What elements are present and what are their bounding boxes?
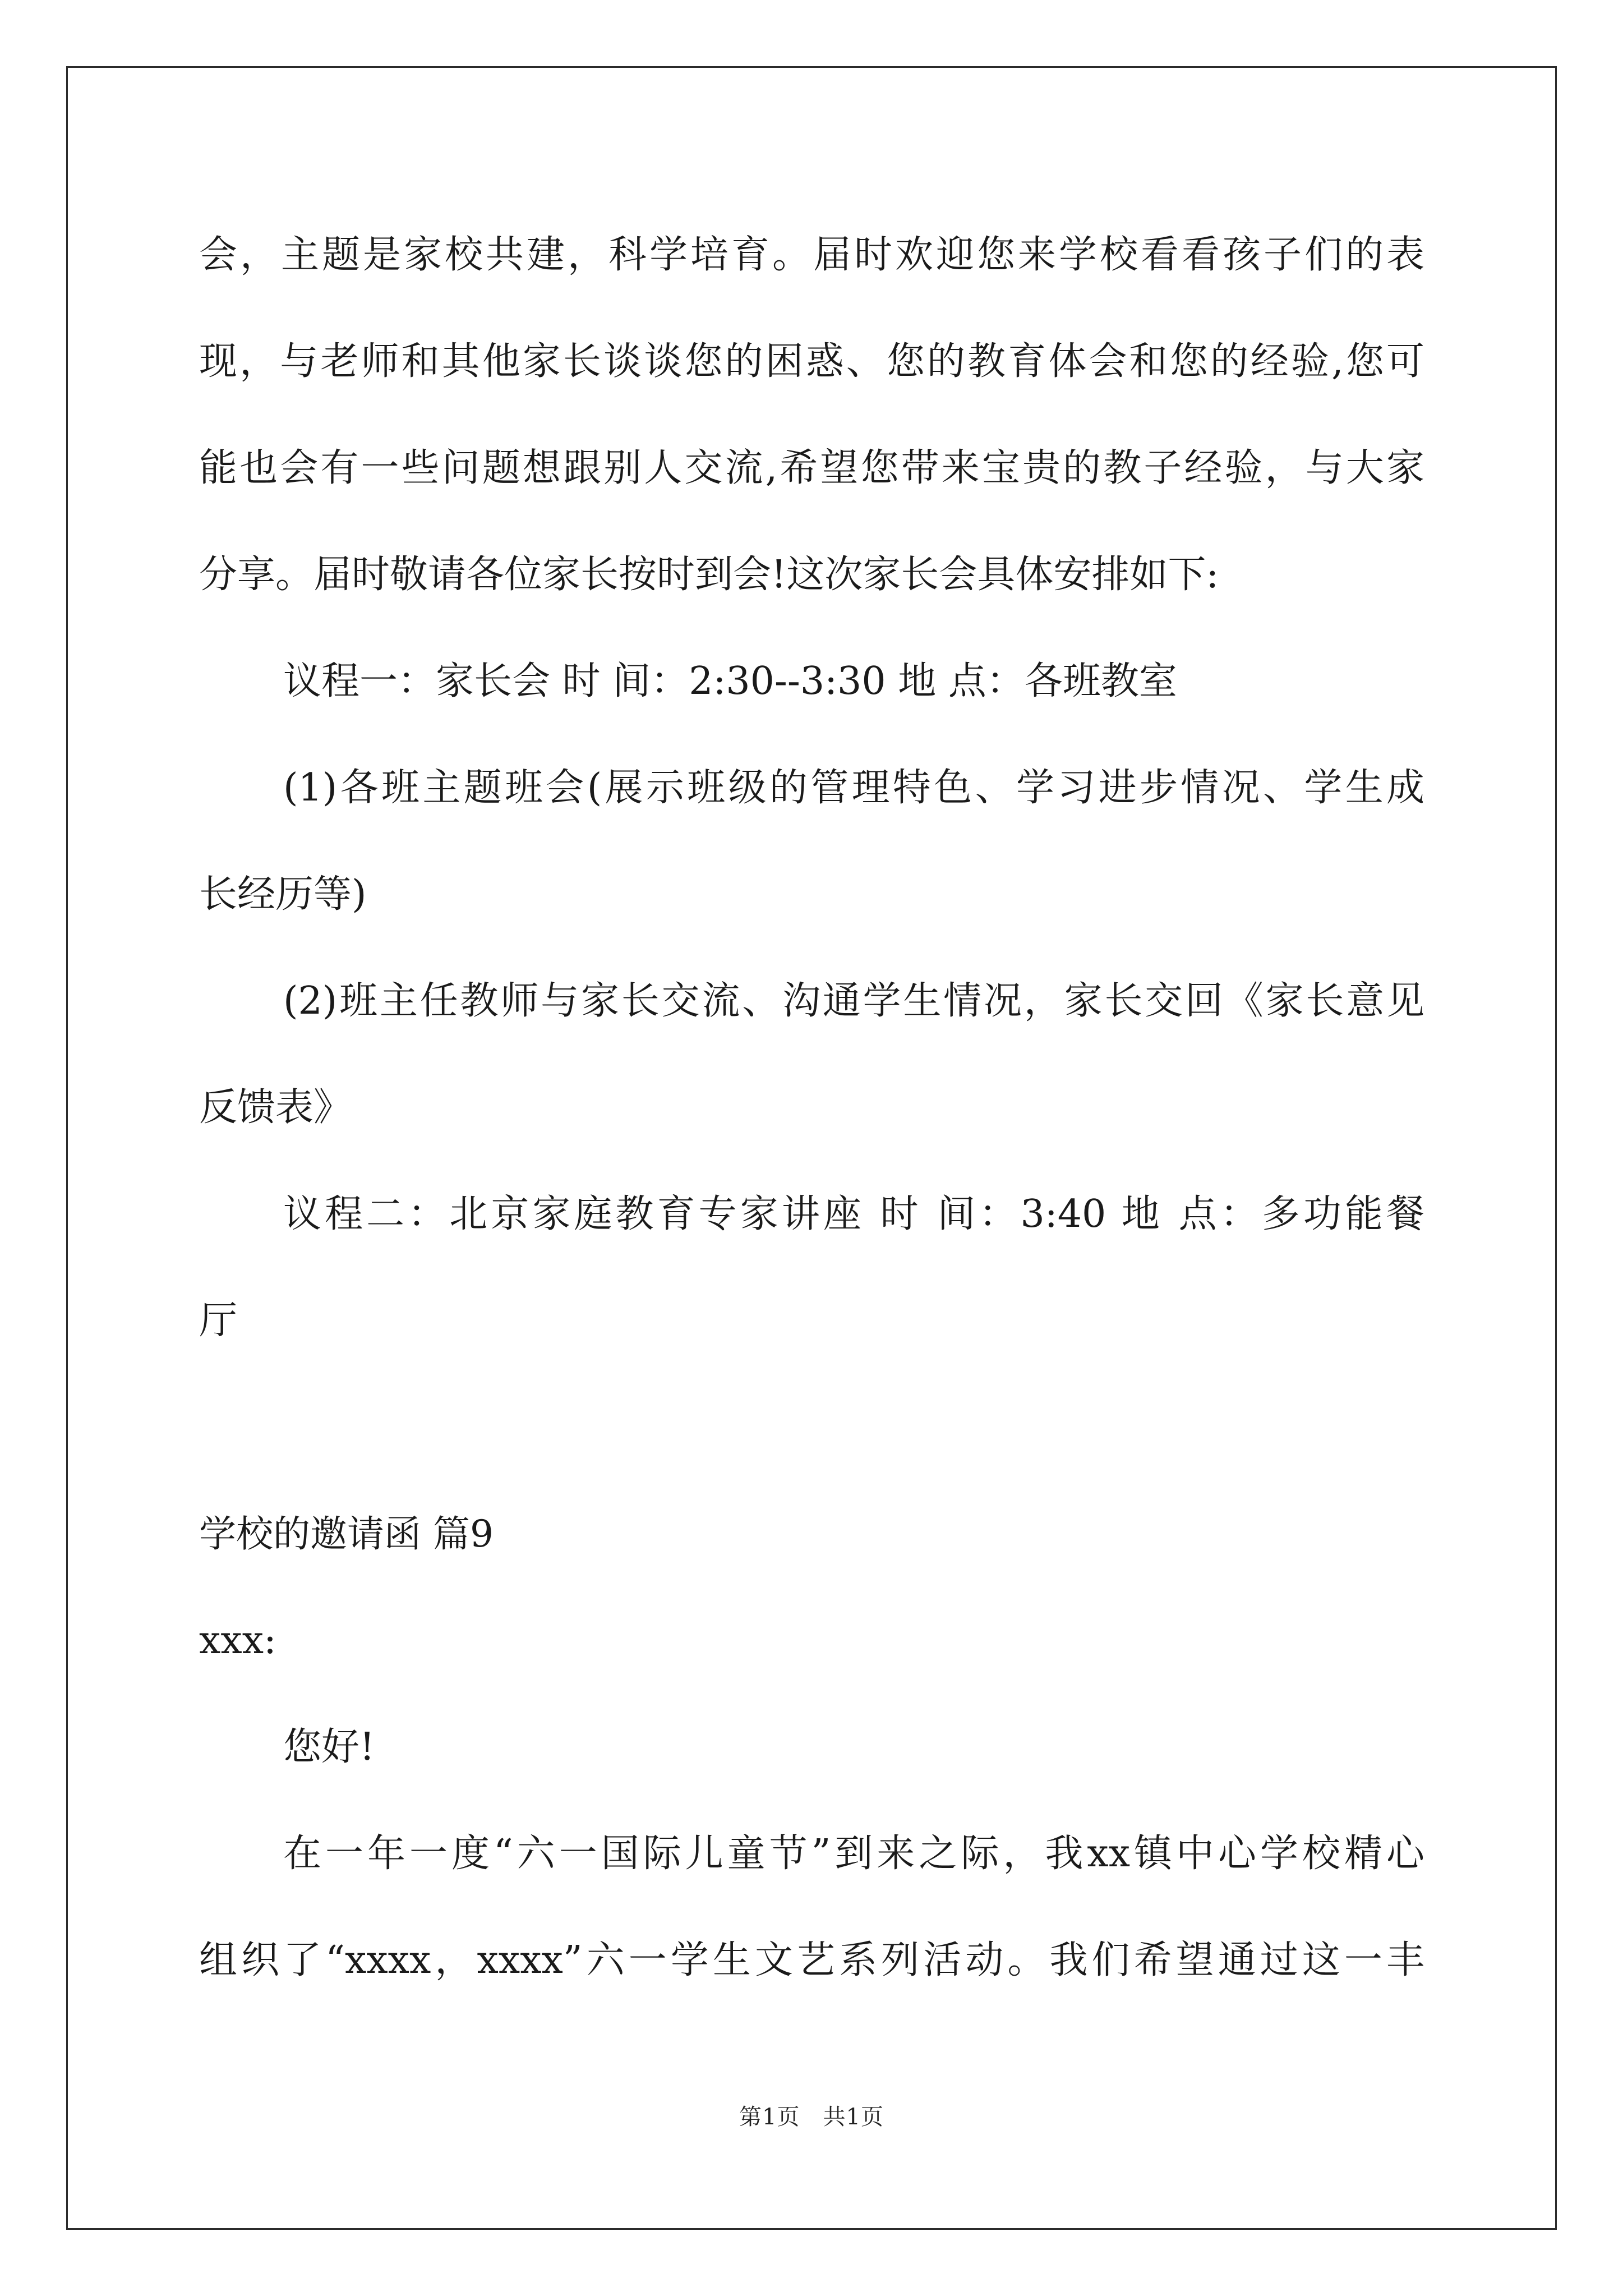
paragraph-line: 能也会有一些问题想跟别人交流,希望您带来宝贵的教子经验，与大家 xyxy=(199,446,1424,490)
paragraph-line: 在一年一度“六一国际儿童节”到来之际，我xx镇中心学校精心 xyxy=(283,1832,1424,1876)
salutation: xxx: xyxy=(199,1618,276,1663)
section-gap xyxy=(199,1374,1424,1481)
agenda-item-one: 议程一：家长会 时 间：2:30--3:30 地 点：各班教室 xyxy=(283,659,1177,703)
agenda-detail-1: (1)各班主题班会(展示班级的管理特色、学习进步情况、学生成 xyxy=(283,766,1424,810)
paragraph-line: 组织了“xxxx，xxxx”六一学生文艺系列活动。我们希望通过这一丰 xyxy=(199,1938,1424,1982)
page-footer: 第1页 共1页 xyxy=(739,2104,884,2130)
paragraph-line: 分享。届时敬请各位家长按时到会!这次家长会具体安排如下: xyxy=(199,553,1219,597)
document-body xyxy=(199,202,1424,2014)
agenda-item-two-cont: 厅 xyxy=(199,1299,238,1343)
agenda-item-two: 议程二：北京家庭教育专家讲座 时 间：3:40 地 点：多功能餐 xyxy=(283,1192,1424,1236)
agenda-detail-2-cont: 反馈表》 xyxy=(199,1085,352,1130)
paragraph-line: 现，与老师和其他家长谈谈您的困惑、您的教育体会和您的经验,您可 xyxy=(199,339,1424,384)
greeting: 您好! xyxy=(283,1725,375,1769)
paragraph-line: 会，主题是家校共建，科学培育。届时欢迎您来学校看看孩子们的表 xyxy=(199,233,1424,277)
agenda-detail-2: (2)班主任教师与家长交流、沟通学生情况，家长交回《家长意见 xyxy=(283,979,1424,1023)
section-heading: 学校的邀请函 篇9 xyxy=(199,1512,494,1556)
agenda-detail-1-cont: 长经历等) xyxy=(199,872,367,917)
